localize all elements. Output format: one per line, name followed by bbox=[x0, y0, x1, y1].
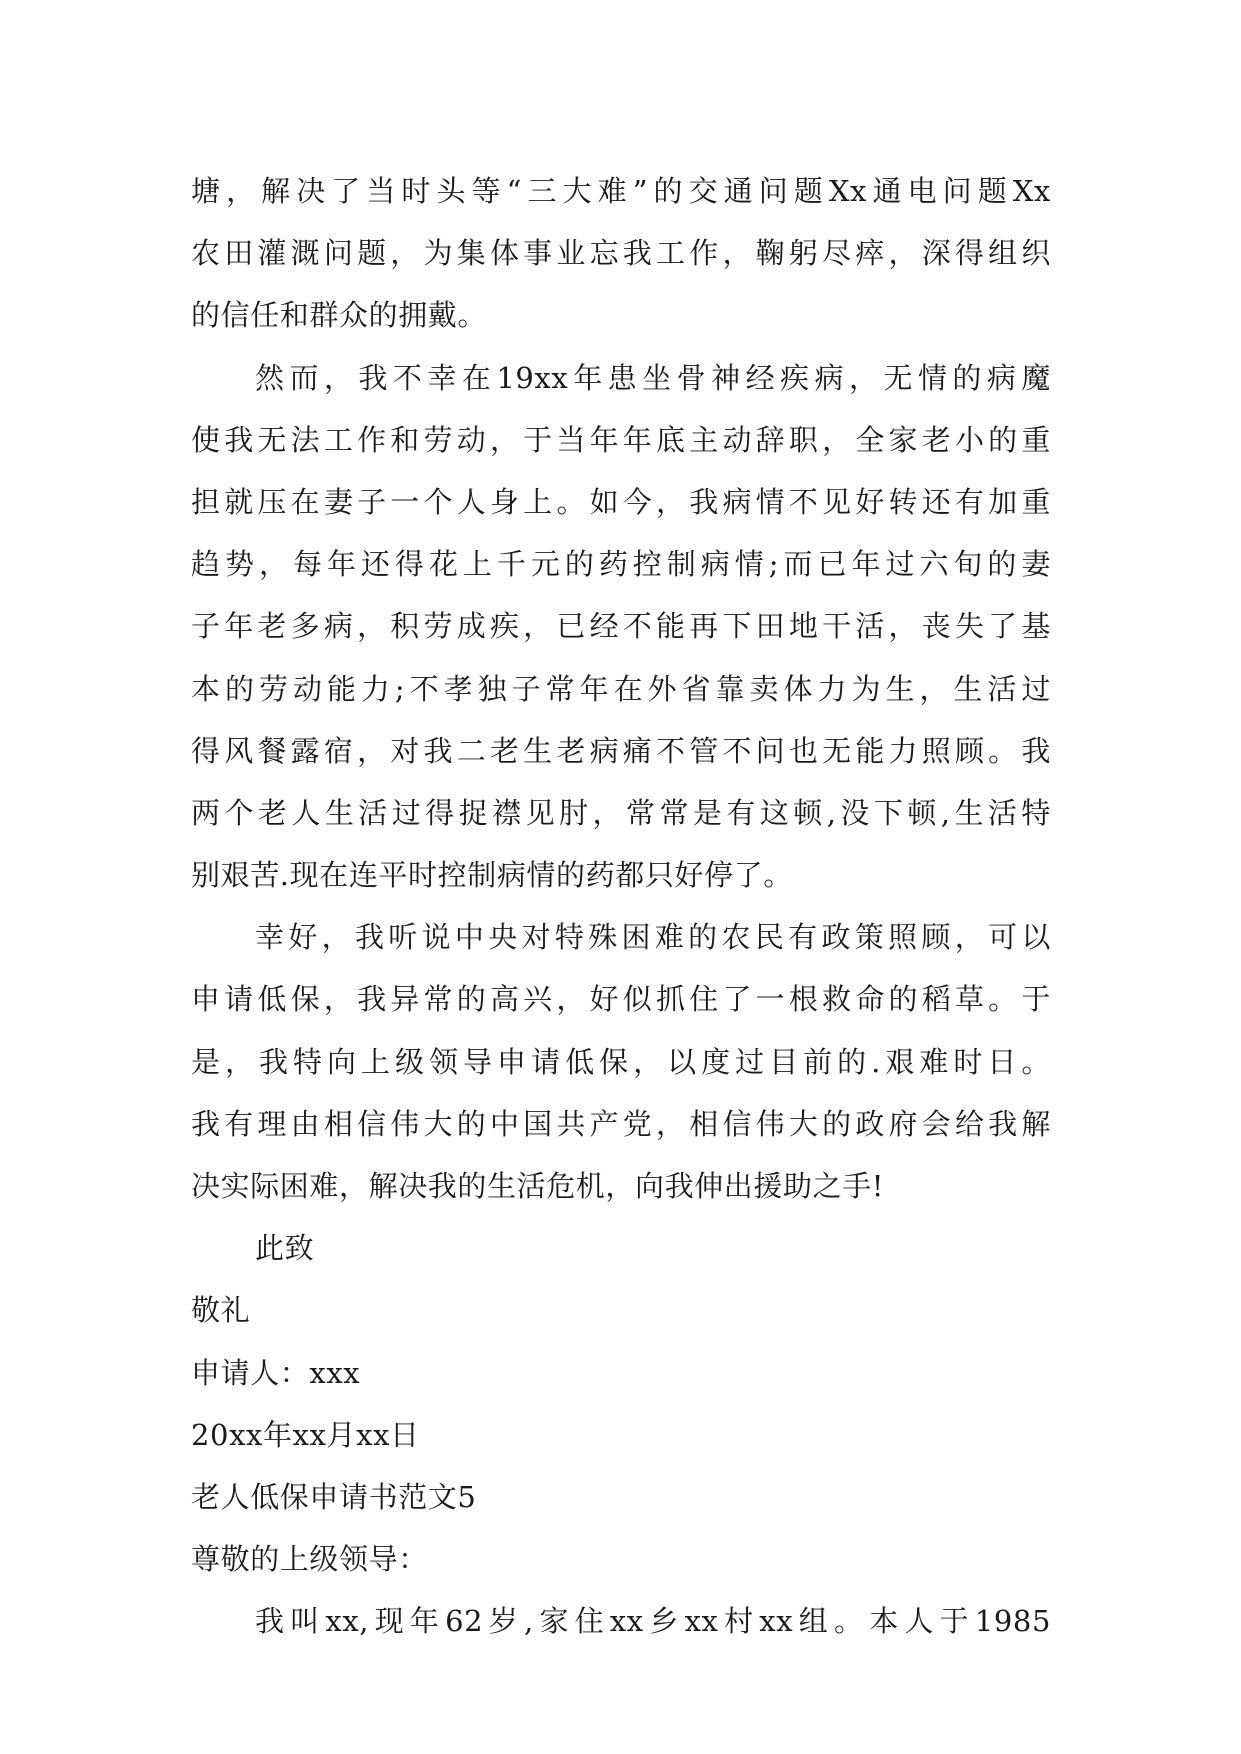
paragraph-2 bbox=[191, 347, 1051, 907]
paragraph-line: 我有理由相信伟大的中国共产党，相信伟大的政府会给我解 bbox=[191, 1106, 1051, 1141]
paragraph-line: 别艰苦.现在连平时控制病情的药都只好停了。 bbox=[191, 858, 793, 893]
paragraph-line: 使我无法工作和劳动，于当年年底主动辞职，全家老小的重 bbox=[191, 422, 1051, 457]
section-title: 老人低保申请书范文5 bbox=[191, 1479, 477, 1514]
paragraph-line: 两个老人生活过得捉襟见肘，常常是有这顿,没下顿,生活特 bbox=[191, 795, 1051, 830]
next-section bbox=[191, 1466, 1051, 1653]
paragraph-1 bbox=[191, 160, 1051, 347]
paragraph-line: 幸好，我听说中央对特殊困难的农民有政策照顾，可以 bbox=[255, 920, 1051, 955]
applicant-signature: 申请人：xxx bbox=[191, 1355, 361, 1390]
paragraph-line: 决实际困难，解决我的生活危机，向我伸出援助之手! bbox=[191, 1169, 885, 1203]
paragraph-line: 农田灌溉问题，为集体事业忘我工作，鞠躬尽瘁，深得组织 bbox=[191, 236, 1051, 271]
paragraph-line: 趋势，每年还得花上千元的药控制病情;而已年过六旬的妻 bbox=[191, 547, 1051, 582]
paragraph-line: 担就压在妻子一个人身上。如今，我病情不见好转还有加重 bbox=[191, 484, 1051, 519]
closing-ci-zhi: 此致 bbox=[255, 1231, 315, 1266]
document-body bbox=[191, 160, 1051, 1653]
paragraph-line: 塘，解决了当时头等“三大难”的交通问题Xx通电问题Xx bbox=[191, 174, 1051, 208]
paragraph-line: 我叫xx,现年62岁,家住xx乡xx村xx组。本人于1985 bbox=[255, 1604, 1051, 1639]
paragraph-line: 然而，我不幸在19xx年患坐骨神经疾病，无情的病魔 bbox=[255, 360, 1051, 395]
letter-date: 20xx年xx月xx日 bbox=[191, 1417, 420, 1452]
paragraph-line: 子年老多病，积劳成疾，已经不能再下田地干活，丧失了基 bbox=[191, 609, 1051, 644]
paragraph-line: 本的劳动能力;不孝独子常年在外省靠卖体力为生，生活过 bbox=[191, 671, 1051, 706]
paragraph-3 bbox=[191, 906, 1051, 1217]
paragraph-line: 的信任和群众的拥戴。 bbox=[191, 298, 488, 333]
paragraph-line: 是，我特向上级领导申请低保，以度过目前的.艰难时日。 bbox=[191, 1044, 1051, 1079]
paragraph-line: 得风餐露宿，对我二老生老病痛不管不问也无能力照顾。我 bbox=[191, 733, 1051, 768]
salutation: 尊敬的上级领导： bbox=[191, 1542, 428, 1577]
closing-block bbox=[191, 1217, 1051, 1466]
closing-jing-li: 敬礼 bbox=[191, 1293, 251, 1328]
paragraph-line: 申请低保，我异常的高兴，好似抓住了一根救命的稻草。于 bbox=[191, 982, 1051, 1017]
